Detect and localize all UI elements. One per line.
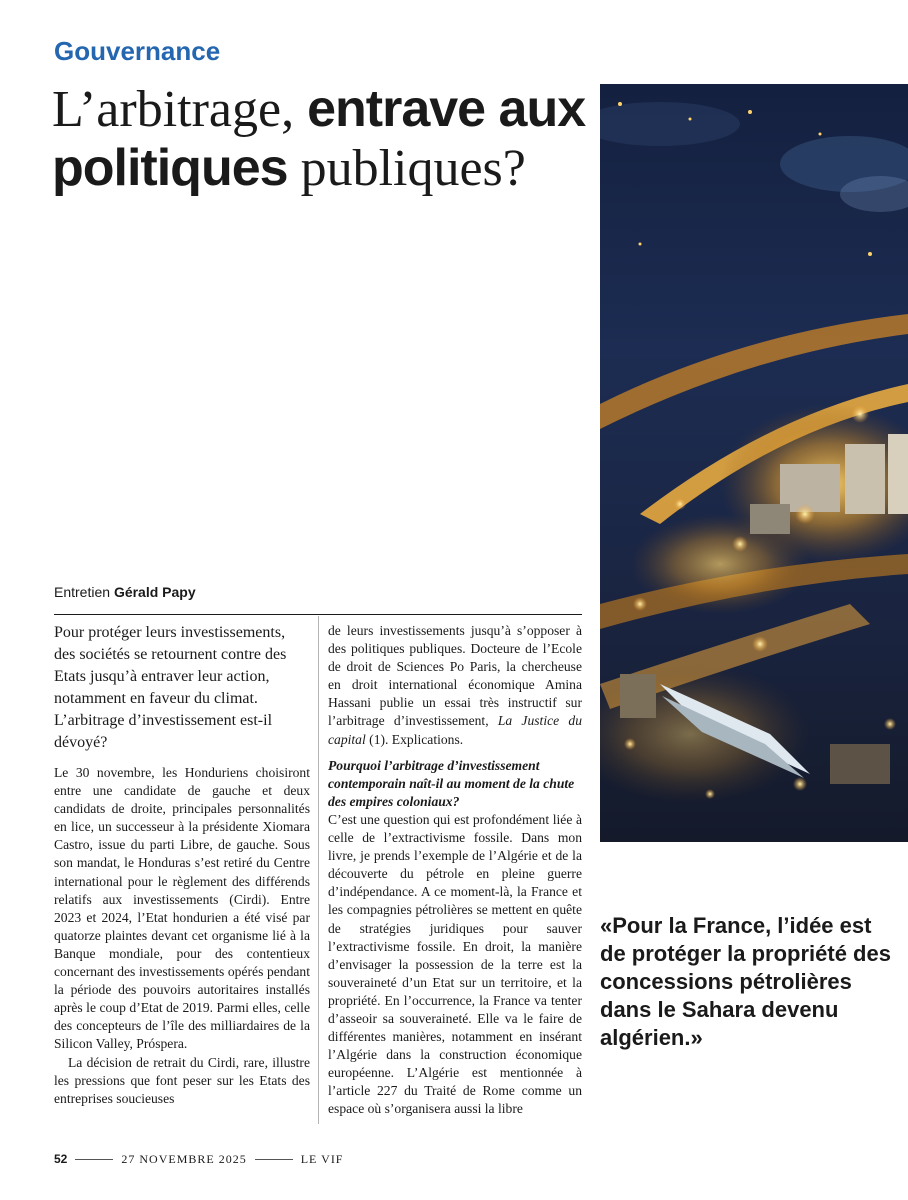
section-rubric: Gouvernance xyxy=(54,36,221,66)
footer-dash xyxy=(255,1159,293,1160)
headline xyxy=(52,80,592,198)
page-footer xyxy=(54,1150,343,1168)
column-divider xyxy=(318,616,319,1124)
pull-quote: «Pour la France, l’idée est de protéger la propriété des concessions pétrolières dans le Sahara devenu algérien.» xyxy=(600,913,891,1050)
paragraph-continued-end: (1). Explications. xyxy=(365,731,464,747)
headline-part-serif-1: L’arbitrage, xyxy=(52,81,308,138)
byline-prefix: Entretien xyxy=(54,584,114,600)
byline-author: Gérald Papy xyxy=(113,584,196,600)
intro-lede: Pour protéger leurs investissements, des sociétés se retournent contre des Etats jusqu’à entraver leur action, notamment en faveur du climat. L’arbitrage d’investissement est-il dévoyé? xyxy=(54,624,287,751)
footer-dash xyxy=(75,1159,113,1160)
paragraph-continued-start: de leurs investissements jusqu’à s’opposer à des politiques publiques. Docteure de l’Ecole de droit de Sciences Po Paris, la chercheuse en droit international économique Amina Hassani publie un essai très instructif sur l’arbitrage d’investissement, xyxy=(328,623,582,729)
top-rule xyxy=(54,614,582,615)
article-column-2 xyxy=(328,622,582,1119)
aerial-night-industrial-photo xyxy=(600,84,908,842)
paragraph-continued xyxy=(328,622,582,749)
paragraph-1: Le 30 novembre, les Honduriens choisiront entre une candidate de gauche et deux candidats de droite, principales personnalités en lice, un successeur à la présidente Xiomara Castro, issue du parti Libre, de gauche. Sous son mandat, le Honduras s’est retiré du Centre international pour le règlement des différends relatifs aux investissements (Cirdi). Entre 2023 et 2024, l’Etat hondurien a été visé par quatorze plaintes devant cet organisme lié à la Banque mondiale, pour des contentieux concernant des investissements opérés pendant la période des pouvoirs autoritaires installés après le coup d’Etat de 2019. Parmi elles, celle des concepteurs de l’île des milliardaires de la Silicon Valley, Próspera. xyxy=(54,765,310,1052)
issue-date: 27 NOVEMBRE 2025 xyxy=(121,1151,247,1166)
headline-part-serif-2: publiques? xyxy=(287,140,526,197)
magazine-name: LE VIF xyxy=(300,1151,344,1166)
interview-question: Pourquoi l’arbitrage d’investissement contemporain naît-il au moment de la chute des empires coloniaux? xyxy=(328,757,575,809)
interview-answer: C’est une question qui est profondément liée à celle de l’extractivisme fossile. Dans mon livre, je prends l’exemple de l’Algérie et de la découverte du pétrole en pleine guerre d’indépendance. A ce moment-là, la France et les compagnies pétrolières se mettent en quête de stratégies juridiques pour sauver l’extractivisme fossile. En droit, la manière d’envisager la possession de la terre est la souveraineté d’un Etat sur un territoire, et la propriété. En l’occurrence, la France va tenter d’asseoir sa souveraineté. Elle va le faire de différentes manières, notamment en insérant l’Algérie dans la construction économique européenne. L’Algérie est mentionnée à l’article 227 du Traité de Rome comme un espace où s’organisera aussi la libre xyxy=(328,811,582,1117)
page-number: 52 xyxy=(54,1152,68,1166)
headline-part-bold: entrave aux politiques xyxy=(52,80,586,197)
article-column-1 xyxy=(54,764,310,1108)
paragraph-2: La décision de retrait du Cirdi, rare, illustre les pressions que font peser sur les Etats des entreprises soucieuses xyxy=(54,1054,310,1106)
book-title: La Justice du capital xyxy=(328,713,582,747)
byline xyxy=(54,584,196,600)
